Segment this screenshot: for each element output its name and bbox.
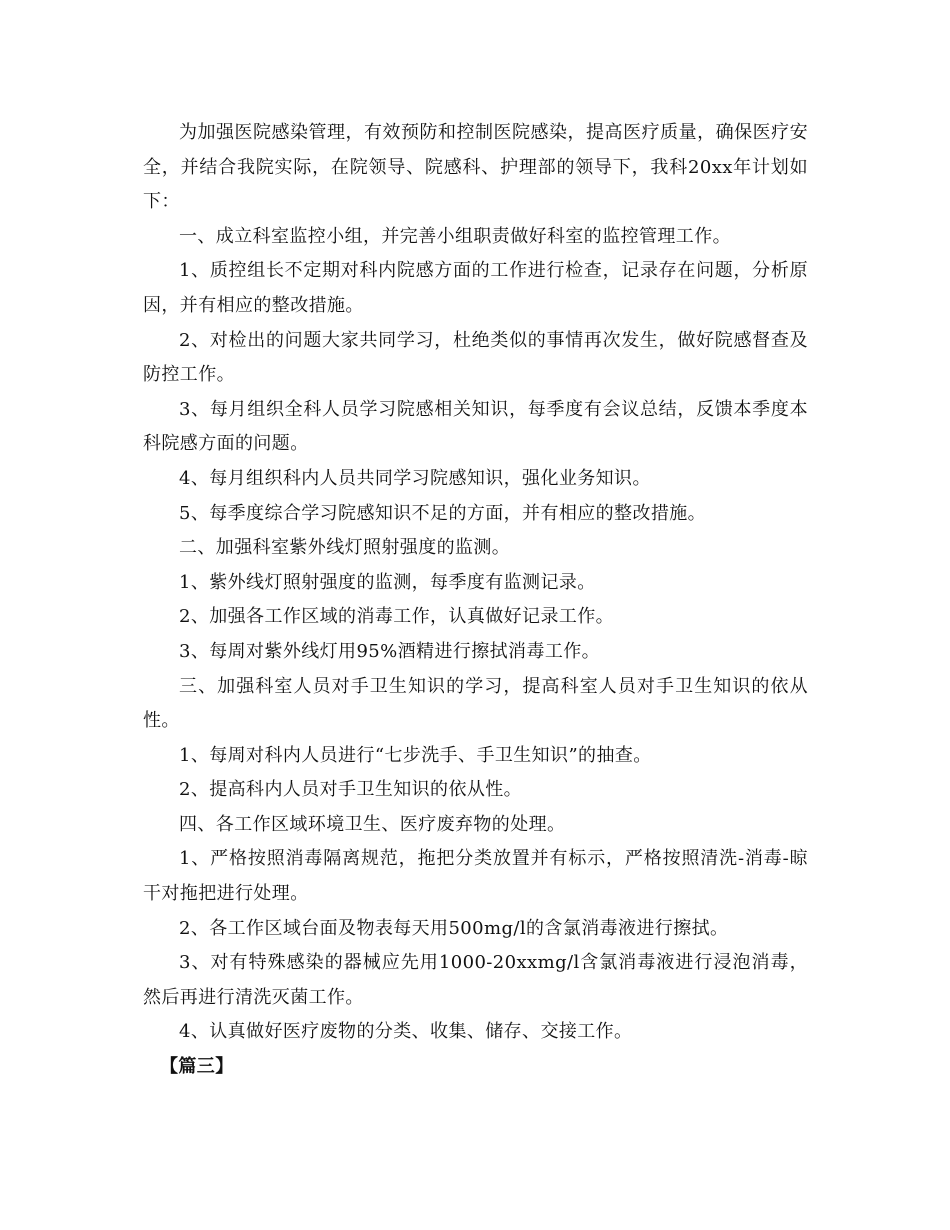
- paragraph-item: 3、对有特殊感染的器械应先用1000-20xxmg/l含氯消毒液进行浸泡消毒，然后再进行清洗灭菌工作。: [143, 952, 808, 1008]
- heading-four: 四、各工作区域环境卫生、医疗废弃物的处理。: [179, 813, 566, 835]
- paragraph-item: 3、每周对紫外线灯用95%酒精进行擦拭消毒工作。: [179, 640, 601, 662]
- paragraph-item: 4、认真做好医疗废物的分类、收集、储存、交接工作。: [179, 1021, 633, 1043]
- paragraph-item: 4、每月组织科内人员共同学习院感知识，强化业务知识。: [179, 467, 651, 489]
- paragraph-item: 3、每月组织全科人员学习院感相关知识，每季度有会议总结，反馈本季度本科院感方面的问题。: [143, 398, 808, 455]
- heading-one: 一、成立科室监控小组，并完善小组职责做好科室的监控管理工作。: [179, 225, 731, 247]
- intro-paragraph: 为加强医院感染管理，有效预防和控制医院感染，提高医疗质量，确保医疗安全，并结合我院实际，在院领导、院感科、护理部的领导下，我科20xx年计划如下：: [143, 122, 808, 213]
- document-body: [143, 116, 808, 1085]
- section-marker: 【篇三】: [160, 1056, 234, 1078]
- heading-two: 二、加强科室紫外线灯照射强度的监测。: [179, 537, 511, 559]
- heading-three: 三、加强科室人员对手卫生知识的学习，提高科室人员对手卫生知识的依从性。: [143, 675, 808, 732]
- paragraph-item: 2、各工作区域台面及物表每天用500mg/l的含氯消毒液进行擦拭。: [179, 917, 729, 939]
- paragraph-item: 1、严格按照消毒隔离规范，拖把分类放置并有标示，严格按照清洗-消毒-晾干对拖把进行处理。: [143, 848, 808, 905]
- paragraph-item: 2、加强各工作区域的消毒工作，认真做好记录工作。: [179, 606, 615, 628]
- paragraph-item: 1、质控组长不定期对科内院感方面的工作进行检查，记录存在问题，分析原因，并有相应的整改措施。: [143, 260, 808, 316]
- paragraph-item: 2、对检出的问题大家共同学习，杜绝类似的事情再次发生，做好院感督查及防控工作。: [143, 329, 808, 386]
- paragraph-item: 2、提高科内人员对手卫生知识的依从性。: [179, 779, 523, 801]
- paragraph-item: 1、紫外线灯照射强度的监测，每季度有监测记录。: [179, 571, 596, 593]
- paragraph-item: 5、每季度综合学习院感知识不足的方面，并有相应的整改措施。: [179, 502, 707, 524]
- paragraph-item: 1、每周对科内人员进行“七步洗手、手卫生知识”的抽查。: [179, 744, 652, 766]
